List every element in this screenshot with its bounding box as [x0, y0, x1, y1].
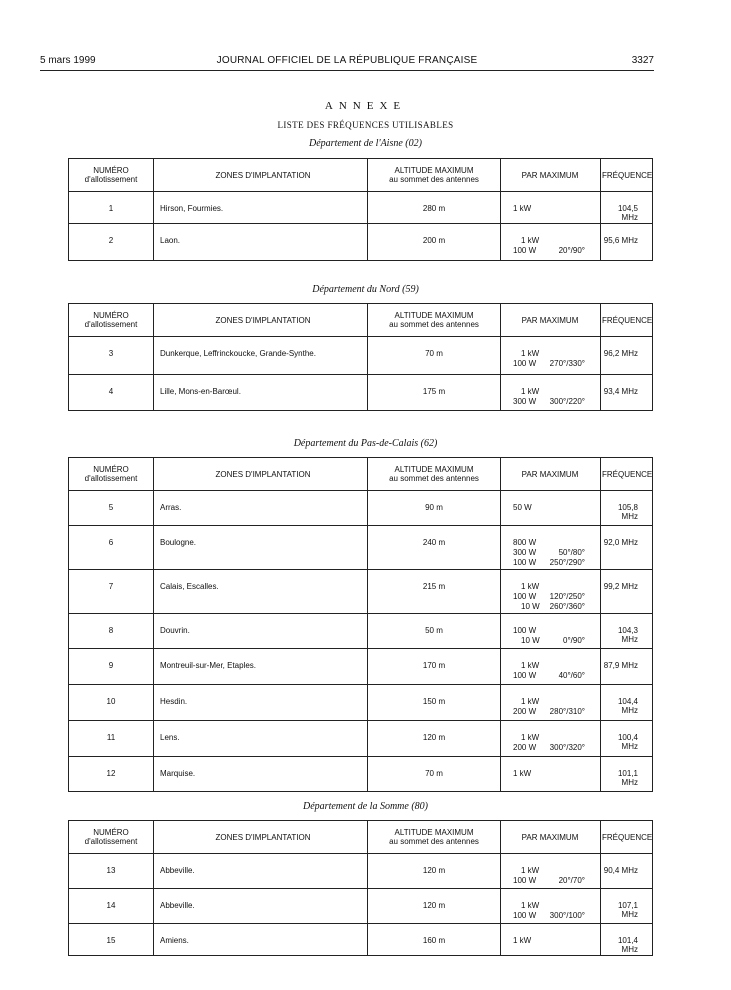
par-line: [513, 387, 599, 397]
par-power: 100 W: [513, 876, 537, 885]
table-row: [69, 491, 653, 526]
allotment-number: 6: [69, 526, 154, 570]
col-header-altitude-sub: au sommet des antennes: [389, 175, 479, 184]
allotment-number: 14: [69, 889, 154, 924]
table-row: [69, 854, 653, 889]
par-line: [513, 911, 599, 921]
par-direction: 300°/100°: [549, 911, 585, 920]
zone-name: Lille, Mons-en-Barœul.: [154, 375, 368, 411]
par-power: 100 W: [513, 626, 537, 635]
altitude-value: 70 m: [368, 757, 501, 792]
par-direction: 270°/330°: [549, 359, 585, 368]
par-cell: [501, 757, 601, 792]
col-header-frequence: FRÉQUENCE: [601, 821, 653, 854]
col-header-numero-sub: d'allotissement: [84, 837, 138, 846]
par-power: 1 kW: [521, 349, 540, 358]
col-header-numero-label: NUMÉRO: [93, 166, 129, 175]
col-header-zones: ZONES D'IMPLANTATION: [154, 458, 368, 491]
col-header-numero: [69, 159, 154, 192]
par-direction: 0°/90°: [563, 636, 585, 645]
col-header-altitude-label: ALTITUDE MAXIMUM: [394, 828, 474, 837]
col-header-numero-label: NUMÉRO: [93, 828, 129, 837]
par-direction: 50°/80°: [558, 548, 585, 557]
col-header-par: PAR MAXIMUM: [501, 458, 601, 491]
table-row: [69, 224, 653, 261]
frequency-value: 96,2 MHz: [601, 337, 653, 375]
par-line: [513, 626, 599, 636]
frequency-table: [68, 457, 653, 792]
par-power: 50 W: [513, 503, 532, 512]
frequency-value: 92,0 MHz: [601, 526, 653, 570]
par-direction: 260°/360°: [549, 602, 585, 611]
par-power: 100 W: [513, 558, 537, 567]
table-row: [69, 889, 653, 924]
col-header-numero: [69, 304, 154, 337]
frequency-value: 104,5 MHz: [601, 192, 653, 224]
par-direction: 280°/310°: [549, 707, 585, 716]
par-cell: [501, 924, 601, 956]
frequency-value: 104,4 MHz: [601, 685, 653, 721]
par-line: [513, 592, 599, 602]
par-cell: [501, 570, 601, 614]
allotment-number: 3: [69, 337, 154, 375]
par-line: [513, 636, 599, 646]
col-header-frequence: FRÉQUENCE: [601, 304, 653, 337]
altitude-value: 240 m: [368, 526, 501, 570]
zone-name: Dunkerque, Leffrinckoucke, Grande-Synthe.: [154, 337, 368, 375]
par-line: [513, 697, 599, 707]
col-header-numero-sub: d'allotissement: [84, 474, 138, 483]
col-header-numero-label: NUMÉRO: [93, 311, 129, 320]
zone-name: Hirson, Fourmies.: [154, 192, 368, 224]
col-header-numero-label: NUMÉRO: [93, 465, 129, 474]
par-cell: [501, 192, 601, 224]
table-row: [69, 337, 653, 375]
col-header-numero: [69, 821, 154, 854]
par-cell: [501, 614, 601, 649]
par-line: [513, 548, 599, 558]
journal-title: JOURNAL OFFICIEL DE LA RÉPUBLIQUE FRANÇAISE: [216, 55, 478, 66]
par-power: 1 kW: [513, 936, 532, 945]
zone-name: Boulogne.: [154, 526, 368, 570]
frequency-value: 101,4 MHz: [601, 924, 653, 956]
col-header-altitude-sub: au sommet des antennes: [389, 474, 479, 483]
par-direction: 120°/250°: [549, 592, 585, 601]
par-power: 100 W: [513, 592, 537, 601]
par-cell: [501, 375, 601, 411]
par-line: [513, 558, 599, 568]
col-header-zones: ZONES D'IMPLANTATION: [154, 304, 368, 337]
col-header-altitude: [368, 304, 501, 337]
par-power: 1 kW: [521, 733, 540, 742]
zone-name: Abbeville.: [154, 889, 368, 924]
table-row: [69, 526, 653, 570]
frequency-value: 95,6 MHz: [601, 224, 653, 261]
table-row: [69, 757, 653, 792]
table-header-row: [69, 304, 653, 337]
altitude-value: 120 m: [368, 889, 501, 924]
altitude-value: 120 m: [368, 721, 501, 757]
col-header-zones: ZONES D'IMPLANTATION: [154, 821, 368, 854]
col-header-altitude: [368, 159, 501, 192]
zone-name: Montreuil-sur-Mer, Etaples.: [154, 649, 368, 685]
allotment-number: 4: [69, 375, 154, 411]
par-power: 800 W: [513, 538, 537, 547]
frequency-value: 99,2 MHz: [601, 570, 653, 614]
par-direction: 20°/70°: [558, 876, 585, 885]
altitude-value: 170 m: [368, 649, 501, 685]
col-header-zones: ZONES D'IMPLANTATION: [154, 159, 368, 192]
par-cell: [501, 649, 601, 685]
col-header-altitude-sub: au sommet des antennes: [389, 837, 479, 846]
altitude-value: 280 m: [368, 192, 501, 224]
par-direction: 20°/90°: [558, 246, 585, 255]
par-line: [513, 602, 599, 612]
zone-name: Lens.: [154, 721, 368, 757]
col-header-altitude-label: ALTITUDE MAXIMUM: [394, 311, 474, 320]
col-header-numero-sub: d'allotissement: [84, 320, 138, 329]
frequency-table: [68, 158, 653, 261]
col-header-frequence: FRÉQUENCE: [601, 458, 653, 491]
department-title: Département de l'Aisne (02): [309, 138, 422, 149]
allotment-number: 9: [69, 649, 154, 685]
frequency-value: 93,4 MHz: [601, 375, 653, 411]
par-direction: 300°/320°: [549, 743, 585, 752]
table-row: [69, 375, 653, 411]
page-number: 3327: [631, 55, 654, 66]
list-title: LISTE DES FRÉQUENCES UTILISABLES: [277, 120, 454, 130]
table-row: [69, 685, 653, 721]
department-title: Département du Pas-de-Calais (62): [293, 438, 438, 449]
zone-name: Abbeville.: [154, 854, 368, 889]
par-cell: [501, 526, 601, 570]
par-line: [513, 866, 599, 876]
altitude-value: 175 m: [368, 375, 501, 411]
allotment-number: 13: [69, 854, 154, 889]
par-line: [513, 901, 599, 911]
altitude-value: 200 m: [368, 224, 501, 261]
par-line: [513, 582, 599, 592]
par-power: 10 W: [521, 636, 540, 645]
par-line: [513, 671, 599, 681]
col-header-altitude-sub: au sommet des antennes: [389, 320, 479, 329]
altitude-value: 120 m: [368, 854, 501, 889]
par-line: [513, 769, 599, 779]
table-row: [69, 924, 653, 956]
frequency-value: 90,4 MHz: [601, 854, 653, 889]
altitude-value: 50 m: [368, 614, 501, 649]
col-header-altitude: [368, 458, 501, 491]
par-power: 1 kW: [521, 236, 540, 245]
par-line: [513, 538, 599, 548]
frequency-value: 105,8 MHz: [601, 491, 653, 526]
par-line: [513, 503, 599, 513]
par-power: 1 kW: [521, 697, 540, 706]
allotment-number: 2: [69, 224, 154, 261]
allotment-number: 12: [69, 757, 154, 792]
par-line: [513, 359, 599, 369]
col-header-par: PAR MAXIMUM: [501, 159, 601, 192]
altitude-value: 90 m: [368, 491, 501, 526]
zone-name: Amiens.: [154, 924, 368, 956]
table-row: [69, 614, 653, 649]
department-title: Département de la Somme (80): [303, 801, 428, 812]
par-power: 1 kW: [521, 901, 540, 910]
par-power: 1 kW: [513, 204, 532, 213]
frequency-table: [68, 820, 653, 956]
altitude-value: 70 m: [368, 337, 501, 375]
allotment-number: 10: [69, 685, 154, 721]
col-header-par: PAR MAXIMUM: [501, 304, 601, 337]
par-power: 10 W: [521, 602, 540, 611]
col-header-altitude-label: ALTITUDE MAXIMUM: [394, 166, 474, 175]
frequency-value: 101,1 MHz: [601, 757, 653, 792]
par-line: [513, 743, 599, 753]
table-header-row: [69, 159, 653, 192]
col-header-par: PAR MAXIMUM: [501, 821, 601, 854]
header-rule: [40, 70, 654, 71]
par-line: [513, 349, 599, 359]
allotment-number: 7: [69, 570, 154, 614]
par-line: [513, 397, 599, 407]
par-cell: [501, 685, 601, 721]
annexe-title: ANNEXE: [324, 100, 407, 112]
par-direction: 300°/220°: [549, 397, 585, 406]
altitude-value: 215 m: [368, 570, 501, 614]
par-power: 100 W: [513, 671, 537, 680]
par-power: 300 W: [513, 548, 537, 557]
col-header-altitude: [368, 821, 501, 854]
par-line: [513, 707, 599, 717]
frequency-value: 87,9 MHz: [601, 649, 653, 685]
table-header-row: [69, 821, 653, 854]
par-power: 200 W: [513, 743, 537, 752]
par-line: [513, 876, 599, 886]
par-cell: [501, 337, 601, 375]
col-header-altitude-label: ALTITUDE MAXIMUM: [394, 465, 474, 474]
par-power: 100 W: [513, 911, 537, 920]
par-line: [513, 936, 599, 946]
col-header-frequence: FRÉQUENCE: [601, 159, 653, 192]
par-cell: [501, 224, 601, 261]
par-line: [513, 204, 599, 214]
par-power: 1 kW: [521, 387, 540, 396]
par-cell: [501, 854, 601, 889]
par-power: 1 kW: [513, 769, 532, 778]
table-row: [69, 570, 653, 614]
table-row: [69, 192, 653, 224]
par-power: 100 W: [513, 359, 537, 368]
allotment-number: 5: [69, 491, 154, 526]
altitude-value: 150 m: [368, 685, 501, 721]
par-line: [513, 236, 599, 246]
allotment-number: 1: [69, 192, 154, 224]
par-power: 200 W: [513, 707, 537, 716]
par-cell: [501, 889, 601, 924]
par-power: 1 kW: [521, 582, 540, 591]
frequency-value: 107,1 MHz: [601, 889, 653, 924]
allotment-number: 15: [69, 924, 154, 956]
allotment-number: 8: [69, 614, 154, 649]
zone-name: Marquise.: [154, 757, 368, 792]
col-header-numero-sub: d'allotissement: [84, 175, 138, 184]
zone-name: Calais, Escalles.: [154, 570, 368, 614]
page-header: [40, 55, 654, 71]
zone-name: Laon.: [154, 224, 368, 261]
par-direction: 250°/290°: [549, 558, 585, 567]
par-direction: 40°/60°: [558, 671, 585, 680]
par-line: [513, 246, 599, 256]
department-title: Département du Nord (59): [312, 284, 419, 295]
par-cell: [501, 721, 601, 757]
zone-name: Douvrin.: [154, 614, 368, 649]
frequency-table: [68, 303, 653, 411]
frequency-value: 104,3 MHz: [601, 614, 653, 649]
table-row: [69, 721, 653, 757]
par-line: [513, 661, 599, 671]
col-header-numero: [69, 458, 154, 491]
par-power: 1 kW: [521, 661, 540, 670]
altitude-value: 160 m: [368, 924, 501, 956]
par-power: 1 kW: [521, 866, 540, 875]
frequency-value: 100,4 MHz: [601, 721, 653, 757]
table-row: [69, 649, 653, 685]
table-header-row: [69, 458, 653, 491]
par-power: 300 W: [513, 397, 537, 406]
par-line: [513, 733, 599, 743]
zone-name: Arras.: [154, 491, 368, 526]
allotment-number: 11: [69, 721, 154, 757]
zone-name: Hesdin.: [154, 685, 368, 721]
par-cell: [501, 491, 601, 526]
par-power: 100 W: [513, 246, 537, 255]
publication-date: 5 mars 1999: [40, 55, 96, 66]
